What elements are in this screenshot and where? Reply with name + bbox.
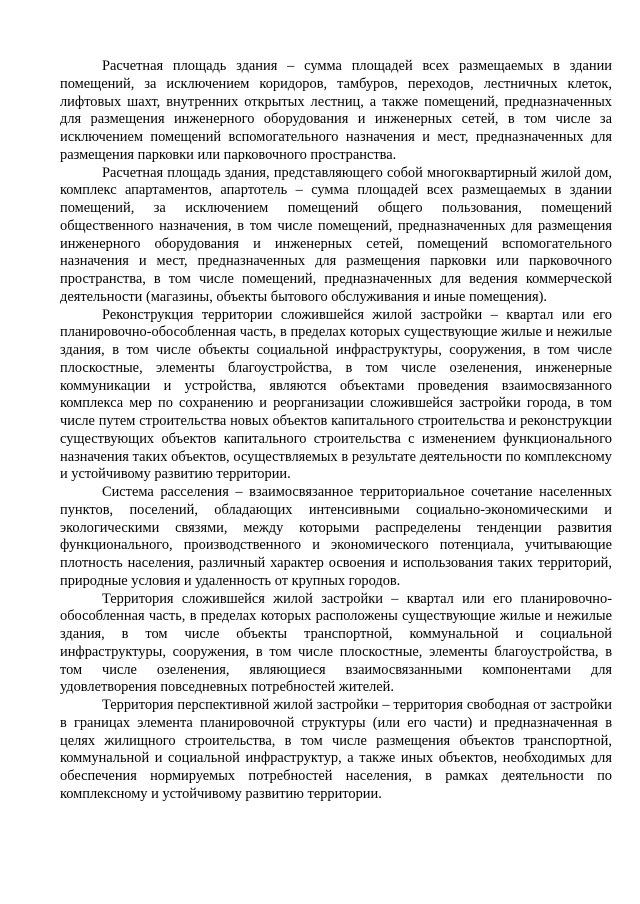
paragraph-existing-development: Территория сложившейся жилой застройки – квартал или его планировочно-обособленная часть, в пределах которых расположены существующие жилые и нежилые здания, в том числе объекты транспортной, коммунальной и социальной инфраструктуры, сооружения, в том числе плоскостные, элементы благоустройства, в том числе озеленения, являющиеся взаимосвязанными компонентами для удовлетворения повседневных потребностей жителей.	[60, 590, 612, 696]
paragraph-reconstruction: Реконструкция территории сложившейся жилой застройки – квартал или его планировочно-обособленная часть, в пределах которых существующие жилые и нежилые здания, в том числе объекты социальной инфраструктуры, сооружения, в том числе плоскостные, элементы благоустройства, в том числе озеленения, инженерные коммуникации и устройства, являются объектами проведения взаимосвязанного комплекса мер по сохранению и реорганизации сложившейся застройки города, в том числе путем строительства новых объектов капитального строительства и реконструкции существующих объектов капитального строительства с изменением функционального назначения таких объектов, осуществляемых в результате деятельности по комплексному и устойчивому развитию территории.	[60, 306, 612, 483]
paragraph-prospective-development: Территория перспективной жилой застройки – территория свободная от застройки в границах элемента планировочной структуры (или его части) и предназначенная в целях жилищного строительства, в том числе размещения объектов транспортной, коммунальной и социальной инфраструктур, а также иных объектов, необходимых для обеспечения нормируемых потребностей населения, в рамках деятельности по комплексному и устойчивому развитию территории.	[60, 697, 612, 802]
paragraph-calculated-area-residential: Расчетная площадь здания, представляющего собой многоквартирный жилой дом, комплекс апартаментов, апартотель – сумма площадей всех размещаемых в здании помещений, за исключением помещений общего пользования, помещений общественного назначения, в том числе помещений, предназначенных для размещения инженерного оборудования и инженерных сетей, помещений вспомогательного назначения и мест, предназначенных для размещения парковки или парковочного пространства, в том числе помещений, предназначенных для ведения коммерческой деятельности (магазины, объекты бытового обслуживания и иные помещения).	[60, 164, 612, 305]
paragraph-settlement-system: Система расселения – взаимосвязанное территориальное сочетание населенных пунктов, поселений, обладающих интенсивными социально-экономическими и экологическими связями, между которыми распределены тенденции развития функционального, производственного и экономического потенциала, учитывающие плотность населения, различный характер освоения и использования таких территорий, природные условия и удаленность от крупных городов.	[60, 484, 612, 589]
document-page	[60, 58, 612, 804]
paragraph-calculated-area: Расчетная площадь здания – сумма площадей всех размещаемых в здании помещений, за исключением коридоров, тамбуров, переходов, лестничных клеток, лифтовых шахт, внутренних открытых лестниц, а также помещений, предназначенных для размещения инженерного оборудования и инженерных сетей, в том числе за исключением помещений вспомогательного назначения и мест, предназначенных для размещения парковки или парковочного пространства.	[60, 58, 612, 163]
